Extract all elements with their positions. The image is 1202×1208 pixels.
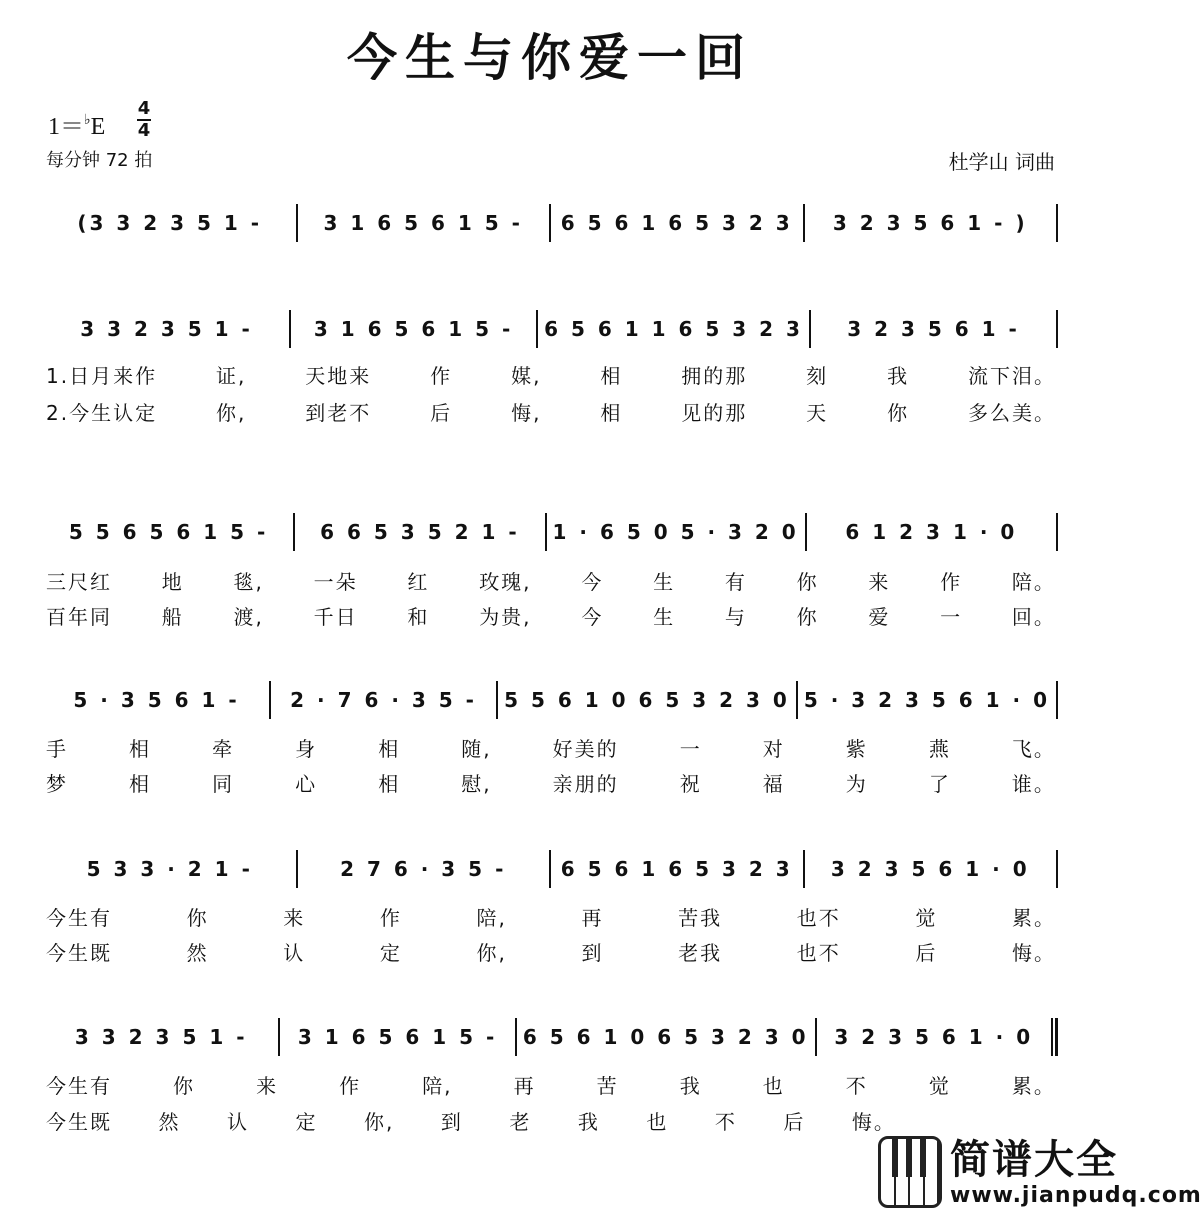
lyric-word: 天地来 — [305, 364, 372, 388]
lyric-word: 作 — [379, 906, 402, 930]
lyric-word: 祝 — [679, 772, 702, 796]
lyric-word: 千日 — [313, 605, 358, 629]
lyric-word: 今 — [581, 605, 604, 629]
lyric-word: 慰, — [461, 772, 492, 796]
staff-row — [44, 681, 1058, 719]
measure: 2 · 7 6 · 3 5 - — [290, 688, 477, 712]
lyric-word: 今生有 — [46, 906, 112, 930]
lyric-word: 玫瑰, — [479, 570, 532, 594]
lyric-word: 一朵 — [313, 570, 358, 594]
lyric-word: 来 — [868, 570, 891, 594]
lyric-word: 与 — [724, 605, 747, 629]
lyric-word: 亲朋的 — [552, 772, 619, 796]
lyric-word: 有 — [724, 570, 747, 594]
measure: 3 3 2 3 5 1 - — [80, 317, 253, 341]
lyric-word: 再 — [513, 1074, 536, 1098]
measure: 2 7 6 · 3 5 - — [340, 857, 507, 881]
lyric-word: 陪。 — [1011, 570, 1056, 594]
lyric-word: 船 — [161, 605, 184, 629]
lyric-word: 一 — [940, 605, 963, 629]
lyric-word: 2.今生认定 — [46, 401, 158, 425]
lyric-word: 到老不 — [305, 401, 372, 425]
lyric-line — [46, 397, 1056, 426]
lyric-word: 见的那 — [681, 401, 748, 425]
lyric-word: 了 — [928, 772, 951, 796]
lyric-line — [46, 360, 1056, 389]
lyric-word: 相 — [600, 364, 623, 388]
lyric-word: 你 — [796, 605, 819, 629]
lyric-line — [46, 902, 1056, 931]
lyric-word: 你, — [216, 401, 247, 425]
lyric-word: 对 — [762, 737, 785, 761]
lyric-word: 然 — [158, 1110, 181, 1134]
lyric-word: 1.日月来作 — [46, 364, 158, 388]
measure: 3 2 3 5 6 1 · 0 — [830, 857, 1030, 881]
lyric-word: 作 — [940, 570, 963, 594]
lyric-word: 今生有 — [46, 1074, 112, 1098]
lyric-word: 百年同 — [46, 605, 112, 629]
lyric-word: 爱 — [868, 605, 891, 629]
lyric-word: 随, — [461, 737, 492, 761]
tempo-marking: 每分钟 72 拍 — [46, 150, 153, 171]
composer-credit: 杜学山 词曲 — [948, 150, 1055, 174]
lyric-word: 流下泪。 — [967, 364, 1056, 388]
lyric-word: 也不 — [796, 941, 841, 965]
lyric-word: 今生既 — [46, 941, 112, 965]
lyric-word: 累。 — [1011, 1074, 1056, 1098]
measure: 3 2 3 5 6 1 · 0 — [834, 1025, 1034, 1049]
lyric-word: 悔。 — [851, 1110, 896, 1134]
lyric-line — [46, 1070, 1056, 1099]
lyric-word: 然 — [186, 941, 209, 965]
lyric-word: 相 — [129, 737, 152, 761]
lyric-word: 老 — [509, 1110, 532, 1134]
measure: 3 1 6 5 6 1 5 - — [323, 211, 523, 235]
lyric-word: 觉 — [915, 906, 938, 930]
lyric-word: 你 — [887, 401, 910, 425]
lyric-word: 也 — [762, 1074, 785, 1098]
measure: (3 3 2 3 5 1 - — [77, 211, 263, 235]
lyric-word: 证, — [216, 364, 247, 388]
lyric-word: 我 — [679, 1074, 702, 1098]
key-signature: 1＝♭E — [48, 113, 106, 140]
lyric-word: 刻 — [806, 364, 829, 388]
lyric-word: 我 — [577, 1110, 600, 1134]
lyric-word: 地 — [161, 570, 184, 594]
lyric-word: 心 — [295, 772, 318, 796]
lyric-word: 牵 — [212, 737, 235, 761]
lyric-word: 到 — [581, 941, 604, 965]
measure: 6 5 6 1 6 5 3 2 3 — [560, 211, 793, 235]
lyric-word: 为 — [845, 772, 868, 796]
lyric-word: 悔。 — [1011, 941, 1056, 965]
lyric-word: 认 — [283, 941, 306, 965]
lyric-word: 陪, — [422, 1074, 453, 1098]
lyric-word: 作 — [339, 1074, 362, 1098]
lyric-word: 同 — [212, 772, 235, 796]
lyric-word: 好美的 — [552, 737, 619, 761]
lyric-line — [46, 937, 1056, 966]
lyric-word: 不 — [845, 1074, 868, 1098]
logo-url: www.jianpudq.com — [950, 1182, 1202, 1208]
lyric-word: 回。 — [1011, 605, 1056, 629]
lyric-word: 来 — [283, 906, 306, 930]
lyric-word: 身 — [295, 737, 318, 761]
lyric-word: 媒, — [511, 364, 542, 388]
final-barline — [1051, 1018, 1058, 1056]
staff-row — [44, 310, 1058, 348]
lyric-word: 飞。 — [1011, 737, 1056, 761]
lyric-word: 天 — [806, 401, 829, 425]
lyric-word: 悔, — [511, 401, 542, 425]
lyric-line — [46, 733, 1056, 762]
lyric-word: 累。 — [1011, 906, 1056, 930]
piano-icon — [878, 1136, 942, 1208]
lyric-word: 你, — [364, 1110, 395, 1134]
lyric-word: 我 — [887, 364, 910, 388]
lyric-word: 紫 — [845, 737, 868, 761]
lyric-word: 你 — [796, 570, 819, 594]
measure: 3 2 3 5 6 1 - ) — [832, 211, 1028, 235]
measure: 3 3 2 3 5 1 - — [74, 1025, 248, 1049]
lyric-word: 多么美。 — [967, 401, 1056, 425]
lyric-line — [46, 601, 1056, 630]
lyric-word: 燕 — [928, 737, 951, 761]
lyric-word: 你 — [173, 1074, 196, 1098]
lyric-word: 定 — [379, 941, 402, 965]
lyric-word: 苦 — [596, 1074, 619, 1098]
flat-sign: ♭ — [84, 113, 91, 128]
lyric-word: 定 — [295, 1110, 318, 1134]
measure: 1 · 6 5 0 5 · 3 2 0 — [552, 520, 799, 544]
lyric-word: 谁。 — [1011, 772, 1056, 796]
page-title: 今生与你爱一回 — [347, 28, 753, 87]
lyric-word: 红 — [407, 570, 430, 594]
lyric-word: 拥的那 — [681, 364, 748, 388]
lyric-word: 手 — [46, 737, 68, 761]
lyric-word: 你 — [186, 906, 209, 930]
measure: 3 1 6 5 6 1 5 - — [313, 317, 514, 341]
measure: 3 1 6 5 6 1 5 - — [297, 1025, 498, 1049]
measure: 6 5 6 1 0 6 5 3 2 3 0 — [522, 1025, 809, 1049]
measure: 5 · 3 2 3 5 6 1 · 0 — [803, 688, 1051, 712]
logo-title: 简谱大全 — [950, 1136, 1118, 1183]
lyric-word: 陪, — [476, 906, 507, 930]
measure: 3 2 3 5 6 1 - — [847, 317, 1020, 341]
lyric-word: 一 — [679, 737, 702, 761]
lyric-word: 生 — [653, 570, 676, 594]
lyric-word: 也不 — [796, 906, 841, 930]
lyric-word: 不 — [714, 1110, 737, 1134]
lyric-word: 今 — [581, 570, 604, 594]
lyric-word: 生 — [653, 605, 676, 629]
lyric-word: 也 — [646, 1110, 669, 1134]
measure: 5 5 6 1 0 6 5 3 2 3 0 — [504, 688, 790, 712]
lyric-word: 为贵, — [479, 605, 532, 629]
lyric-word: 相 — [600, 401, 623, 425]
lyric-word: 作 — [430, 364, 453, 388]
lyric-line — [46, 768, 1056, 797]
lyric-word: 觉 — [928, 1074, 951, 1098]
lyric-word: 后 — [783, 1110, 806, 1134]
lyric-word: 后 — [915, 941, 938, 965]
lyric-word: 福 — [762, 772, 785, 796]
measure: 6 5 6 1 1 6 5 3 2 3 — [544, 317, 803, 341]
measure: 6 6 5 3 5 2 1 - — [320, 520, 520, 544]
lyric-line — [46, 566, 1056, 595]
staff-row — [44, 1018, 1058, 1056]
measure: 6 5 6 1 6 5 3 2 3 — [560, 857, 793, 881]
measure: 5 3 3 · 2 1 - — [86, 857, 253, 881]
lyric-word: 和 — [407, 605, 430, 629]
lyric-word: 相 — [129, 772, 152, 796]
lyric-word: 苦我 — [678, 906, 723, 930]
lyric-word: 来 — [256, 1074, 279, 1098]
lyric-word: 再 — [581, 906, 604, 930]
staff-row — [44, 850, 1058, 888]
lyric-word: 相 — [378, 737, 401, 761]
lyric-word: 到 — [440, 1110, 463, 1134]
measure: 6 1 2 3 1 · 0 — [845, 520, 1018, 544]
time-signature: 4 4 — [137, 98, 151, 141]
lyric-word: 你, — [476, 941, 507, 965]
lyric-word: 三尺红 — [46, 570, 112, 594]
measure: 5 5 6 5 6 1 5 - — [68, 520, 269, 544]
staff-row — [44, 513, 1058, 551]
site-logo[interactable] — [878, 1136, 1202, 1208]
lyric-word: 毯, — [233, 570, 264, 594]
lyric-word: 相 — [378, 772, 401, 796]
staff-row-intro — [44, 204, 1058, 242]
lyric-word: 今生既 — [46, 1110, 112, 1134]
lyric-word: 梦 — [46, 772, 68, 796]
lyric-line — [46, 1106, 896, 1135]
lyric-word: 后 — [430, 401, 453, 425]
measure: 5 · 3 5 6 1 - — [73, 688, 240, 712]
lyric-word: 认 — [227, 1110, 249, 1134]
lyric-word: 渡, — [233, 605, 264, 629]
lyric-word: 老我 — [678, 941, 723, 965]
